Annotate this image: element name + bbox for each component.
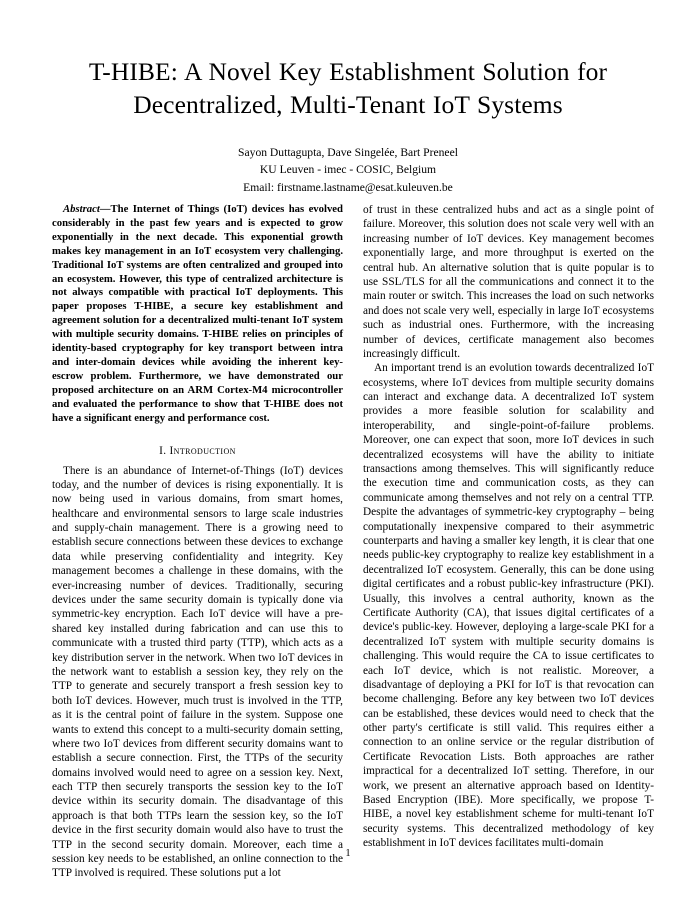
section-title: Introduction: [169, 444, 236, 457]
page-title: [46, 55, 650, 121]
abstract-text: The Internet of Things (IoT) devices has evolved considerably in the past few years and is expected to grow exponentially in the next decade. This exponential growth makes key management in an IoT ecosystem very challenging. Traditional IoT systems are often centralized and grouped into an ecosystem. However, this type of centralized architecture is not always compatible with practical IoT deployments. This paper proposes T-HIBE, a secure key establishment and agreement solution for a decentralized multi-tenant IoT system with multiple security domains. T-HIBE relies on principles of identity-based cryptography for key transport between intra and inter-domain devices while avoiding the inherent key-escrow problem. Furthermore, we have demonstrated our proposed architecture on an ARM Cortex-M4 microcontroller and evaluated the performance to show that T-HIBE does not have a significant energy and performance cost.: [52, 203, 343, 424]
section-numeral: I.: [159, 444, 167, 457]
title-line-2: Decentralized, Multi-Tenant IoT Systems: [133, 90, 563, 120]
author-email: Email: firstname.lastname@esat.kuleuven.be: [243, 180, 453, 194]
left-column: [52, 203, 343, 881]
abstract-dash: —: [99, 203, 111, 215]
intro-paragraph-1: There is an abundance of Internet-of-Things (IoT) devices today, and the number of devices is rising exponentially. It is now being used in various domains, from smart homes, healthcare and environmental sensors to large scale industries and supply-chain management. There is a growing need to establish secure connections between these devices to exchange data while preserving confidentiality and integrity. Key management becomes a challenge in these domains, with the ever-increasing number of devices. Traditionally, securing devices under the same security domain is typically done via symmetric-key encryption. Each IoT device will have a pre-shared key installed during fabrication and can use this to communicate with a trusted third party (TTP), which acts as a key distribution server in the network. When two IoT devices in the network want to establish a session key, they rely on the TTP to generate and securely transport a fresh session key to both IoT devices. However, much trust is involved in the TTP, as it is the central point of failure in the system. Suppose one wants to extend this concept to a multi-security domain setting, where two IoT devices from different security domains want to establish a secure connection. First, the TTPs of the security domains involved would need to agree on a session key. Next, each TTP then securely transports the session key to the IoT device within its security domain. The disadvantage of this approach is that both TTPs learn the session key, so the IoT device in the first security domain would also have to trust the TTP in the second security domain. Moreover, each time a session key needs to be established, an online connection to the TTP involved is required. These solutions put a lot: [52, 464, 343, 880]
title-block: [0, 0, 696, 196]
author-block: [46, 144, 650, 195]
intro-paragraph-2: of trust in these centralized hubs and act as a single point of failure. Moreover, this solution does not scale very well with an increasing number of IoT devices. Key management becomes exponentially large, and more throughput is exerted on the central hub. An alternative solution that is quite popular is to use SSL/TLS for all the communications and connect it to the main router or switch. This increases the load on such networks and does not scale very well, especially in large IoT ecosystems such as industrial ones. Furthermore, with the increasing number of devices, certificate management also becomes increasingly difficult.: [363, 204, 654, 360]
abstract-label: Abstract: [63, 203, 100, 215]
title-line-1: T-HIBE: A Novel Key Establishment Solution for: [88, 57, 608, 86]
author-affiliation: KU Leuven - imec - COSIC, Belgium: [259, 163, 437, 177]
section-heading-introduction: [52, 445, 343, 457]
author-names: Sayon Duttagupta, Dave Singelée, Bart Preneel: [238, 146, 458, 160]
page-number: 1: [345, 848, 351, 859]
abstract-paragraph: [52, 203, 343, 426]
right-column: [363, 203, 654, 851]
intro-paragraph-3: An important trend is an evolution towards decentralized IoT ecosystems, where IoT devices from multiple security domains can interact and exchange data. A decentralized IoT system provides a more feasible solution for scalability and interoperability, and single-point-of-failure problems. Moreover, one can expect that soon, more IoT devices in such decentralized ecosystems will have the ability to initiate transactions among themselves. This will significantly reduce the execution time and communication costs, as they can communicate among themselves and not rely on a central TTP. Despite the advantages of symmetric-key cryptography – being computationally inexpensive compared to their asymmetric counterparts and having a smaller key length, it is clear that one needs public-key cryptography to realize key establishment in a decentralized IoT ecosystem. Generally, this can be done using digital certificates and a robust public-key infrastructure (PKI). Usually, this involves a central authority, known as the Certificate Authority (CA), that issues digital certificates of a device's public-key. However, deploying a large-scale PKI for a decentralized IoT system with multiple security domains is challenging. This would require the CA to issue certificates to each IoT device, which is not realistic. Moreover, a disadvantage of deploying a PKI for IoT is that revocation can become challenging. Before any key between two IoT devices can be established, these devices would need to check that the other party's certificate is still valid. This requires either a connection to an online service or the regular distribution of Certificate Revocation Lists. Both approaches are rather impractical for a decentralized IoT setting. Therefore, in our work, we present an alternative approach based on Identity-Based Encryption (IBE). More specifically, we propose T-HIBE, a novel key establishment scheme for multi-tenant IoT security systems. This decentralized methodology of key establishment in IoT devices facilitates multi-domain: [363, 362, 654, 850]
body-columns: [52, 203, 654, 881]
